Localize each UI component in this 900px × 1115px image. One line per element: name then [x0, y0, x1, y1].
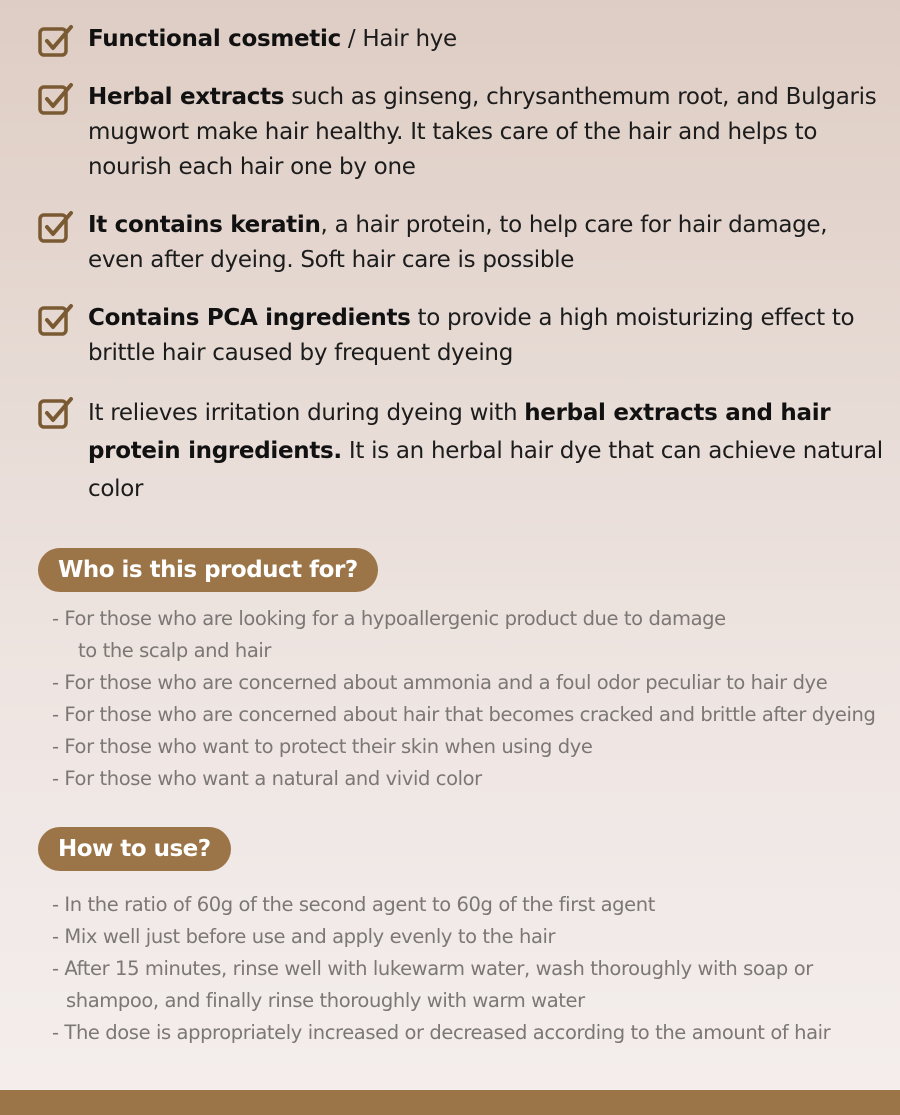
list-item: - For those who are looking for a hypoallergenic product due to damage [52, 607, 726, 630]
list-item: - For those who want a natural and vivid color [52, 767, 482, 790]
checkbox-check-icon [38, 24, 74, 58]
feature-text: Herbal extracts such as ginseng, chrysanthemum root, and Bulgaris mugwort make hair healthy. It takes care of the hair and helps to nourish each hair one by one [88, 84, 877, 180]
list-item: - For those who are concerned about ammonia and a foul odor peculiar to hair dye [52, 671, 828, 694]
footer-bar [0, 1090, 900, 1115]
list-item: - Mix well just before use and apply evenly to the hair [52, 925, 556, 948]
feature-text: It relieves irritation during dyeing with herbal extracts and hair protein ingredients. It is an herbal hair dye that can achieve natural color [88, 400, 883, 502]
feature-text: Contains PCA ingredients to provide a high moisturizing effect to brittle hair caused by frequent dyeing [88, 305, 855, 366]
who-section-title: Who is this product for? [38, 548, 378, 592]
feature-text: It contains keratin, a hair protein, to help care for hair damage, even after dyeing. Soft hair care is possible [88, 212, 828, 273]
checkbox-check-icon [38, 210, 74, 244]
list-item: - For those who want to protect their skin when using dye [52, 735, 593, 758]
list-item: - In the ratio of 60g of the second agent to 60g of the first agent [52, 893, 655, 916]
list-item: - After 15 minutes, rinse well with lukewarm water, wash thoroughly with soap or [52, 957, 813, 980]
who-list [52, 603, 892, 795]
list-item: - For those who are concerned about hair that becomes cracked and brittle after dyeing [52, 703, 876, 726]
list-item: - The dose is appropriately increased or decreased according to the amount of hair [52, 1021, 831, 1044]
feature-text: Functional cosmetic / Hair hye [88, 26, 457, 52]
checkbox-check-icon [38, 396, 74, 430]
list-item: to the scalp and hair [78, 639, 272, 662]
how-section-title: How to use? [38, 827, 231, 871]
checkbox-check-icon [38, 303, 74, 337]
list-item: shampoo, and finally rinse thoroughly with warm water [66, 989, 585, 1012]
checkbox-check-icon [38, 82, 74, 116]
how-list [52, 889, 892, 1049]
